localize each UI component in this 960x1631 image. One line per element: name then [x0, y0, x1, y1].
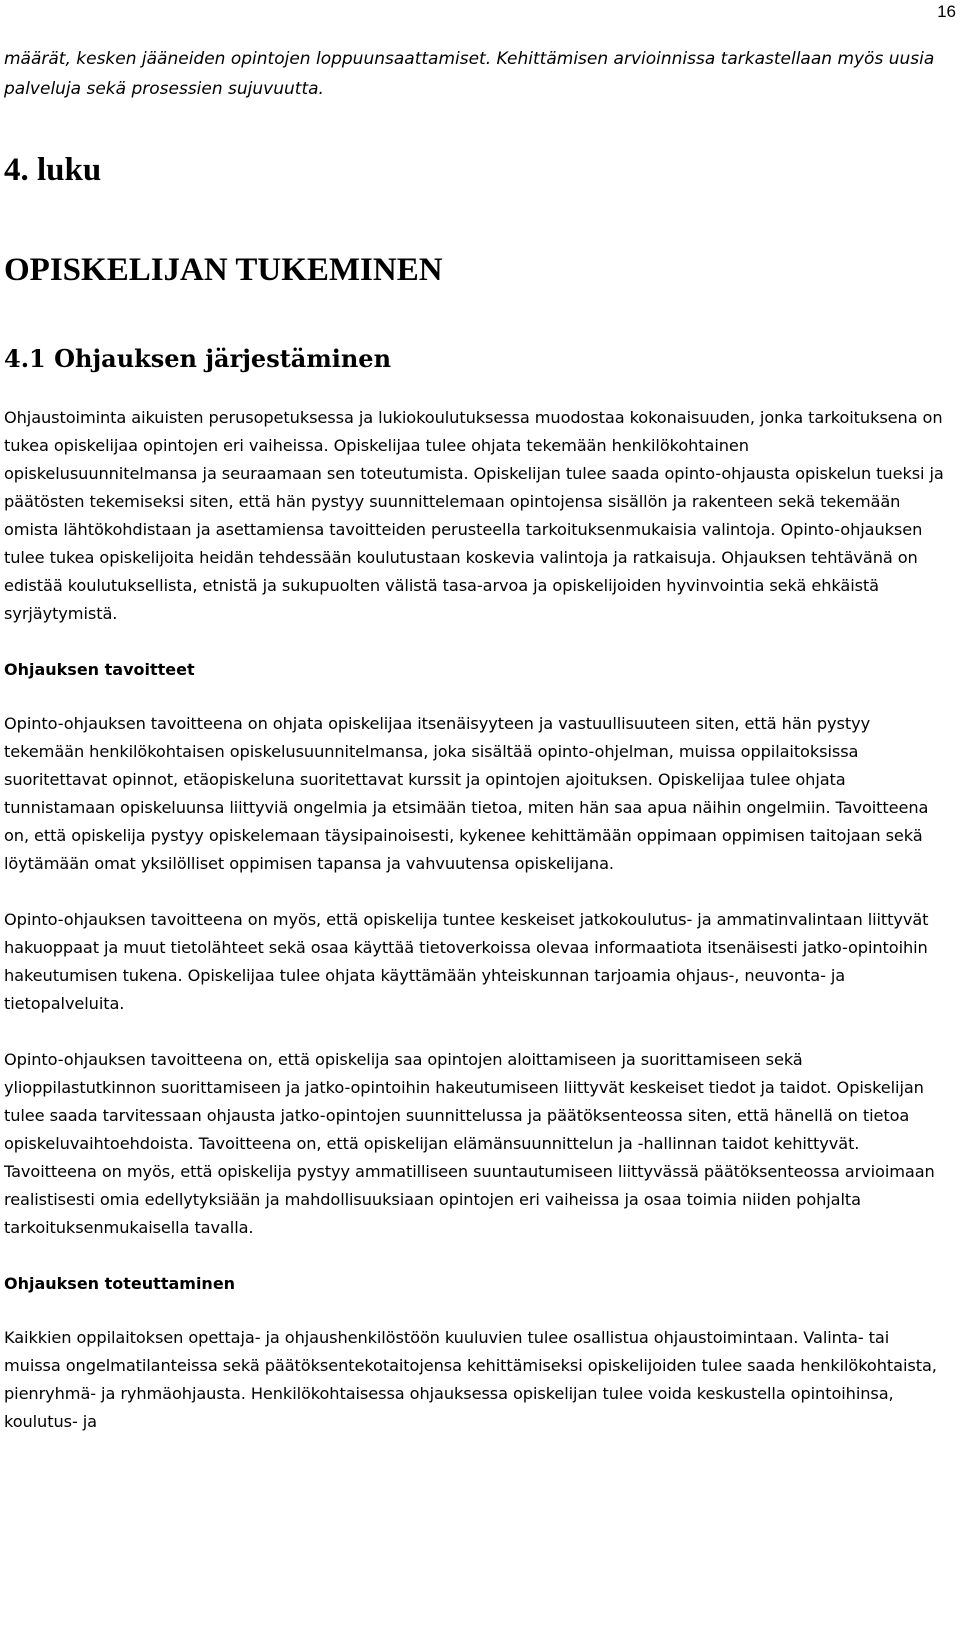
page-content [4, 44, 944, 1436]
chapter-title: OPISKELIJAN TUKEMINEN [4, 252, 443, 288]
paragraph-implementation: Kaikkien oppilaitoksen opettaja- ja ohjaushenkilöstöön kuuluvien tulee osallistua ohjaustoimintaan. Valinta- tai muissa ongelmatilanteissa sekä päätöksentekotaitojensa kehittämiseksi opiskelijoiden tulee saada henkilökohtaista, pienryhmä- ja ryhmäohjausta. Henkilökohtaisessa ohjauksessa opiskelijan tulee voida keskustella opintoihinsa, koulutus- ja [4, 1328, 937, 1431]
subheading-guidance-goals: Ohjauksen tavoitteet [4, 660, 195, 679]
chapter-number: 4. luku [4, 152, 102, 188]
paragraph-guidance-organization: Ohjaustoiminta aikuisten perusopetuksessa ja lukiokoulutuksessa muodostaa kokonaisuuden, jonka tarkoituksena on tukea opiskelijaa opintojen eri vaiheissa. Opiskelijaa tulee ohjata tekemään henkilökohtainen opiskelusuunnitelmansa ja seuraamaan sen toteutumista. Opiskelijan tulee saada opinto-ohjausta opiskelun tueksi ja päätösten tekemiseksi siten, että hän pystyy suunnittelemaan opintojensa sisällön ja rakenteen sekä tekemään omista lähtökohdistaan ja asettamiensa tavoitteiden perusteella tarkoituksenmukaisia valintoja. Opinto-ohjauksen tulee tukea opiskelijoita heidän tehdessään koulutustaan koskevia valintoja ja ratkaisuja. Ohjauksen tehtävänä on edistää koulutuksellista, etnistä ja sukupuolten välistä tasa-arvoa ja opiskelijoiden hyvinvointia sekä ehkäistä syrjäytymistä. [4, 408, 944, 623]
intro-text: määrät, kesken jääneiden opintojen loppuunsaattamiset. Kehittämisen arvioinnissa tarkastellaan myös uusia palveluja sekä prosessien sujuvuutta. [4, 49, 935, 99]
page-number: 16 [937, 2, 956, 21]
subheading-guidance-implementation: Ohjauksen toteuttaminen [4, 1274, 236, 1293]
section-heading: 4.1 Ohjauksen järjestäminen [4, 344, 392, 373]
paragraph-goals-2: Opinto-ohjauksen tavoitteena on myös, että opiskelija tuntee keskeiset jatkokoulutus- ja ammatinvalintaan liittyvät hakuoppaat ja muut tietolähteet sekä osaa käyttää tietoverkoissa olevaa informaatiota itsenäisesti jatko-opintoihin hakeutumisen tukena. Opiskelijaa tulee ohjata käyttämään yhteiskunnan tarjoamia ohjaus-, neuvonta- ja tietopalveluita. [4, 910, 929, 1013]
paragraph-goals-3: Opinto-ohjauksen tavoitteena on, että opiskelija saa opintojen aloittamiseen ja suorittamiseen sekä ylioppilastutkinnon suorittamiseen ja jatko-opintoihin hakeutumiseen liittyvät keskeiset tiedot ja taidot. Opiskelijan tulee saada tarvitessaan ohjausta jatko-opintojen suunnittelussa ja päätöksenteossa siten, että hänellä on tietoa opiskeluvaihtoehdoista. Tavoitteena on, että opiskelijan elämänsuunnittelun ja -hallinnan taidot kehittyvät. Tavoitteena on myös, että opiskelija pystyy ammatilliseen suuntautumiseen liittyvässä päätöksenteossa arvioimaan realistisesti omia edellytyksiään ja mahdollisuuksiaan opintojen eri vaiheissa ja osaa toimia niiden pohjalta tarkoituksenmukaisella tavalla. [4, 1050, 935, 1237]
paragraph-goals-1: Opinto-ohjauksen tavoitteena on ohjata opiskelijaa itsenäisyyteen ja vastuullisuuteen siten, että hän pystyy tekemään henkilökohtaisen opiskelusuunnitelmansa, joka sisältää opinto-ohjelman, muissa oppilaitoksissa suoritettavat opinnot, etäopiskeluna suoritettavat kurssit ja opintojen ajoituksen. Opiskelijaa tulee ohjata tunnistamaan opiskeluunsa liittyviä ongelmia ja etsimään tietoa, miten hän saa apua näihin ongelmiin. Tavoitteena on, että opiskelija pystyy opiskelemaan täysipainoisesti, kykenee kehittämään oppimaan oppimisen taitojaan sekä löytämään omat yksilölliset oppimisen tapansa ja vahvuutensa opiskelijana. [4, 714, 929, 873]
